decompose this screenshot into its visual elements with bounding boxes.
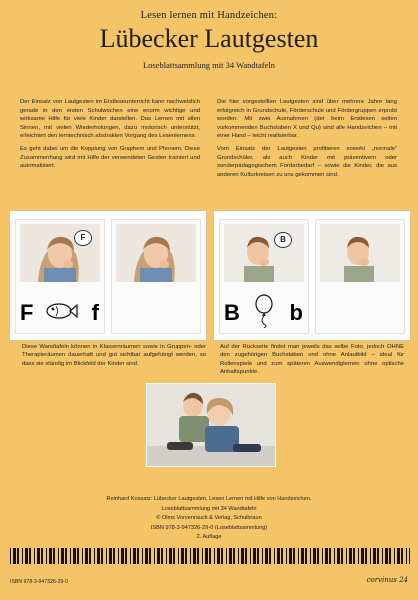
wall-card-f-front — [15, 219, 105, 334]
intro-paragraph: Die hier vorgestellten Lautgesten sind über mehrere Jahre lang erfolgreich in Grundschule, Förderschule und Fördergruppen erprobt worden. Mit zwei Ausnahmen (der beim Erstlesen selten vorkommenden Buchstaben X und Qu) sind alle Handzeichen – mit einer Hand – leicht realisierbar. — [217, 99, 397, 140]
book-subtitle: Loseblattsammlung mit 34 Wandtafeln — [142, 60, 276, 70]
letter-row — [220, 284, 308, 332]
uppercase-letter: F — [20, 300, 34, 325]
girl-photo — [20, 224, 100, 282]
panel-caption-left: Diese Wandtafeln können in Klassenräumen sowie in Gruppen- oder Therapieräumen dauerhaft und gut sichtbar aufgehängt werden, so dass sie ständig im Blickfeld der Kinder sind. — [22, 344, 206, 367]
balloon-icon — [254, 294, 274, 333]
imprint-line: Loseblattsammlung mit 34 Wandtafeln — [161, 505, 257, 512]
wall-card-b-back — [315, 219, 405, 334]
fish-icon — [44, 300, 78, 327]
intro-paragraph: Es geht dabei um die Kopplung von Graphem und Phonem. Diese Zusammenhang wird mit Hilfe der verwendeten Gesten trainiert und automatisiert. — [20, 145, 200, 170]
wall-card-f-back — [111, 219, 201, 334]
series-kicker: Lesen lernen mit Handzeichen: — [140, 10, 278, 21]
book-title: Lübecker Lautgesten — [99, 24, 319, 53]
uppercase-letter: B — [224, 300, 240, 325]
imprint-line: 2. Auflage — [196, 534, 222, 540]
letter-row — [16, 284, 104, 332]
card-panel-front — [9, 210, 207, 341]
imprint — [0, 495, 418, 543]
intro-paragraph: Der Einsatz von Lautgesten im Erstleseunterricht kann nachweislich gerade in den ersten Schulwochen eine enorm wichtige und wirksame Hilfe für viele Kinder darstellen. Das Lernen mit allen Sinnen, mit vielen Wiederholungen, dazu motorisch unterstützt, erleichtert den lerntechnisch abstrakten Vorgang des Lesenlernens. — [20, 99, 200, 140]
intro-paragraph: Vom Einsatz der Lautgesten profitieren sowohl „normale“ Grundschüler, als auch Kinder mit präventivem oder sonderpädagogischem Förderbedarf – sowie die Kinder, die aus anderen Kulturkreisen zu uns gekommen sind. — [217, 145, 397, 178]
card-panel-back — [213, 210, 411, 341]
girl-photo — [116, 224, 196, 282]
boy-photo — [224, 224, 304, 282]
boy-photo — [320, 224, 400, 282]
imprint-line: © Olms Vorvenrauck & Verlag, Schulbraun — [156, 515, 262, 521]
speech-bubble: F — [74, 230, 92, 246]
children-photo — [146, 383, 276, 467]
intro-column-left — [20, 98, 200, 175]
barcode — [10, 548, 410, 564]
panel-caption-right: Auf der Rückseite findet man jeweils das selbe Foto, jedoch OHNE den zugehörigen Buchstaben und ohne Anlautbild – ideal für Rollenspiele und zum späteren Auswendiglernen ohne optische Anhaltspunkte. — [220, 344, 404, 376]
lowercase-letter: f — [91, 300, 99, 325]
imprint-line: ISBN 978-3-947326-29-0 (Loseblattsammlung) — [150, 524, 268, 531]
imprint-line: Reinhard Kossatz: Lübecker Lautgesten. Lesen Lernen mit Hilfe von Handzeichen. — [106, 496, 312, 502]
wall-card-b-front — [219, 219, 309, 334]
speech-bubble: B — [274, 232, 292, 248]
intro-column-right — [217, 98, 397, 183]
isbn-small: ISBN 978-3-947326-29-0 — [10, 579, 68, 585]
lowercase-letter: b — [289, 300, 303, 325]
publisher-mark: corvinus 24 — [366, 576, 408, 584]
